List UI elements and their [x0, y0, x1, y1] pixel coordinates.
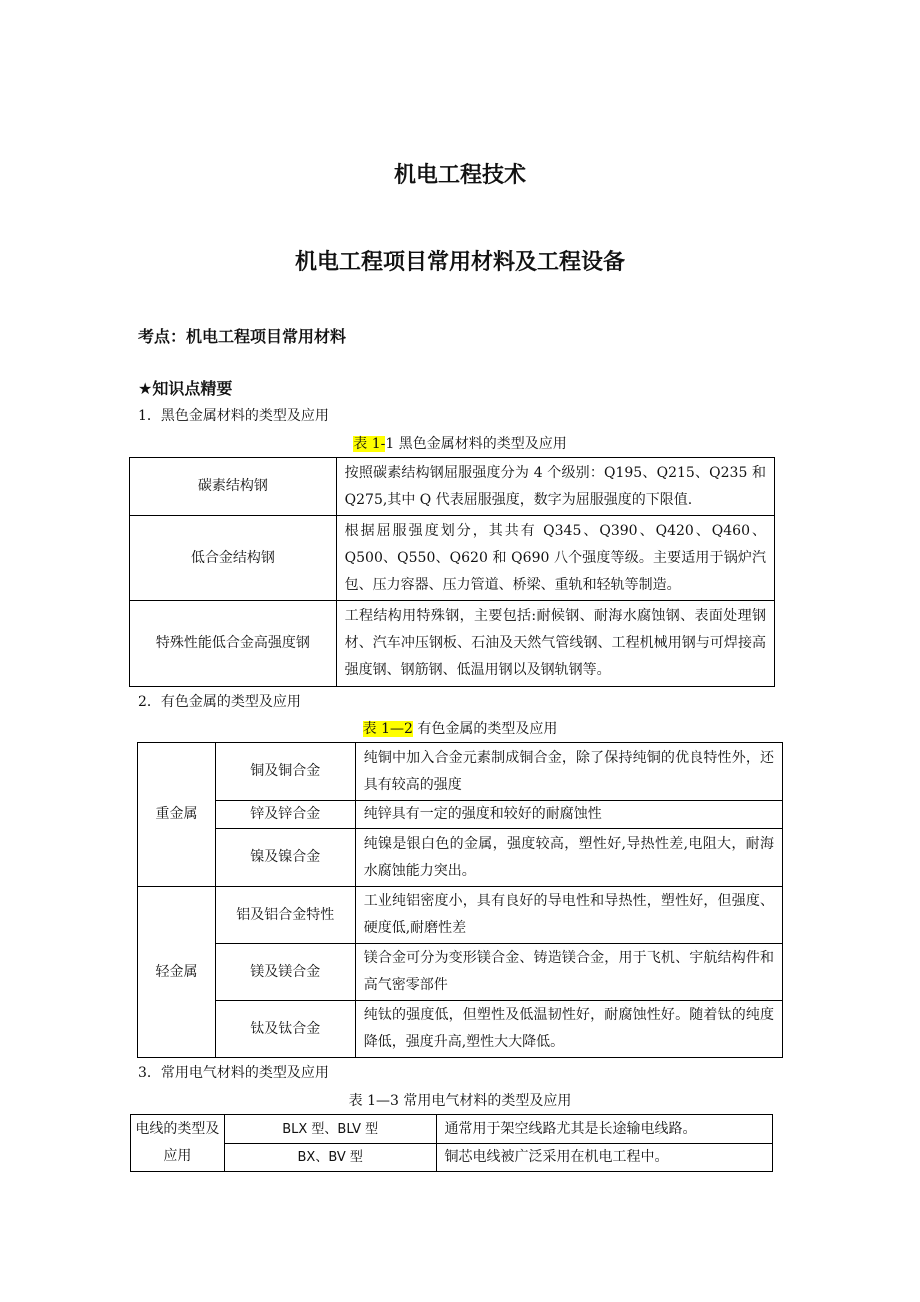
group-wire-types: 电线的类型及应用 — [131, 1115, 225, 1172]
table-row — [131, 1115, 773, 1144]
exam-point-heading: 考点：机电工程项目常用材料 — [138, 327, 347, 346]
metal-name: 钛及钛合金 — [215, 1001, 355, 1058]
table-row — [131, 1144, 773, 1172]
group-heavy-metals: 重金属 — [138, 743, 216, 887]
metal-name: 镍及镍合金 — [215, 829, 355, 887]
metal-name: 锌及锌合金 — [215, 801, 355, 829]
table2-caption — [0, 718, 920, 738]
chapter-title: 机电工程项目常用材料及工程设备 — [294, 250, 625, 275]
table-ferrous-metals — [129, 457, 775, 687]
table-electrical-materials — [130, 1114, 773, 1172]
metal-desc: 纯锌具有一定的强度和较好的耐腐蚀性 — [355, 801, 782, 829]
table-row — [138, 743, 783, 801]
material-desc: 工程结构用特殊钢，主要包括:耐候钢、耐海水腐蚀钢、表面处理钢材、汽车冲压钢板、石油及天然气管线钢、工程机械用钢与可焊接高强度钢、钢筋钢、低温用钢以及钢轨钢等。 — [336, 601, 774, 687]
knowledge-summary-heading: ★知识点精要 — [138, 379, 233, 398]
table-row — [138, 944, 783, 1001]
material-name: 低合金结构钢 — [130, 516, 337, 601]
metal-desc: 工业纯铝密度小，具有良好的导电性和导热性，塑性好，但强度、硬度低,耐磨性差 — [355, 887, 782, 944]
material-desc: 按照碳素结构钢屈服强度分为 4 个级别：Q195、Q215、Q235 和 Q275,其中 Q 代表屈服强度，数字为屈服强度的下限值. — [336, 458, 774, 516]
table2-caption-highlight: 表 1—2 — [362, 721, 413, 737]
metal-desc: 纯铜中加入合金元素制成铜合金，除了保持纯铜的优良特性外，还具有较高的强度 — [355, 743, 782, 801]
table-row — [138, 887, 783, 944]
table1-caption-text: 1 黑色金属材料的类型及应用 — [385, 436, 567, 452]
table-row — [138, 801, 783, 829]
material-name: 特殊性能低合金高强度钢 — [130, 601, 337, 687]
section2-heading: 2．有色金属的类型及应用 — [138, 694, 301, 710]
table-row — [130, 516, 775, 601]
metal-desc: 镁合金可分为变形镁合金、铸造镁合金，用于飞机、宇航结构件和高气密零部件 — [355, 944, 782, 1001]
group-light-metals: 轻金属 — [138, 887, 216, 1058]
material-name: 碳素结构钢 — [130, 458, 337, 516]
table1-caption-highlight: 表 1- — [353, 436, 386, 452]
table-nonferrous-metals — [137, 742, 783, 1058]
table-row — [138, 1001, 783, 1058]
metal-desc: 纯钛的强度低，但塑性及低温韧性好，耐腐蚀性好。随着钛的纯度降低，强度升高,塑性大大降低。 — [355, 1001, 782, 1058]
wire-type: BLX 型、BLV 型 — [224, 1115, 436, 1144]
table-row — [130, 601, 775, 687]
wire-type: BX、BV 型 — [224, 1144, 436, 1172]
metal-name: 铝及铝合金特性 — [215, 887, 355, 944]
metal-name: 铜及铜合金 — [215, 743, 355, 801]
material-desc: 根据屈服强度划分，其共有 Q345、Q390、Q420、Q460、Q500、Q550、Q620 和 Q690 八个强度等级。主要适用于锅炉汽包、压力容器、压力管道、桥梁、重轨和轻轨等制造。 — [336, 516, 774, 601]
section3-heading: 3．常用电气材料的类型及应用 — [138, 1065, 329, 1081]
section1-heading: 1．黑色金属材料的类型及应用 — [138, 408, 329, 424]
document-title: 机电工程技术 — [393, 163, 526, 188]
table-row — [138, 829, 783, 887]
table3-caption: 表 1—3 常用电气材料的类型及应用 — [348, 1093, 572, 1109]
wire-desc: 铜芯电线被广泛采用在机电工程中。 — [436, 1144, 772, 1172]
metal-desc: 纯镍是银白色的金属，强度较高，塑性好,导热性差,电阻大，耐海水腐蚀能力突出。 — [355, 829, 782, 887]
table1-caption — [0, 433, 920, 453]
metal-name: 镁及镁合金 — [215, 944, 355, 1001]
table-row — [130, 458, 775, 516]
wire-desc: 通常用于架空线路尤其是长途输电线路。 — [436, 1115, 772, 1144]
table2-caption-text: 有色金属的类型及应用 — [412, 721, 558, 737]
